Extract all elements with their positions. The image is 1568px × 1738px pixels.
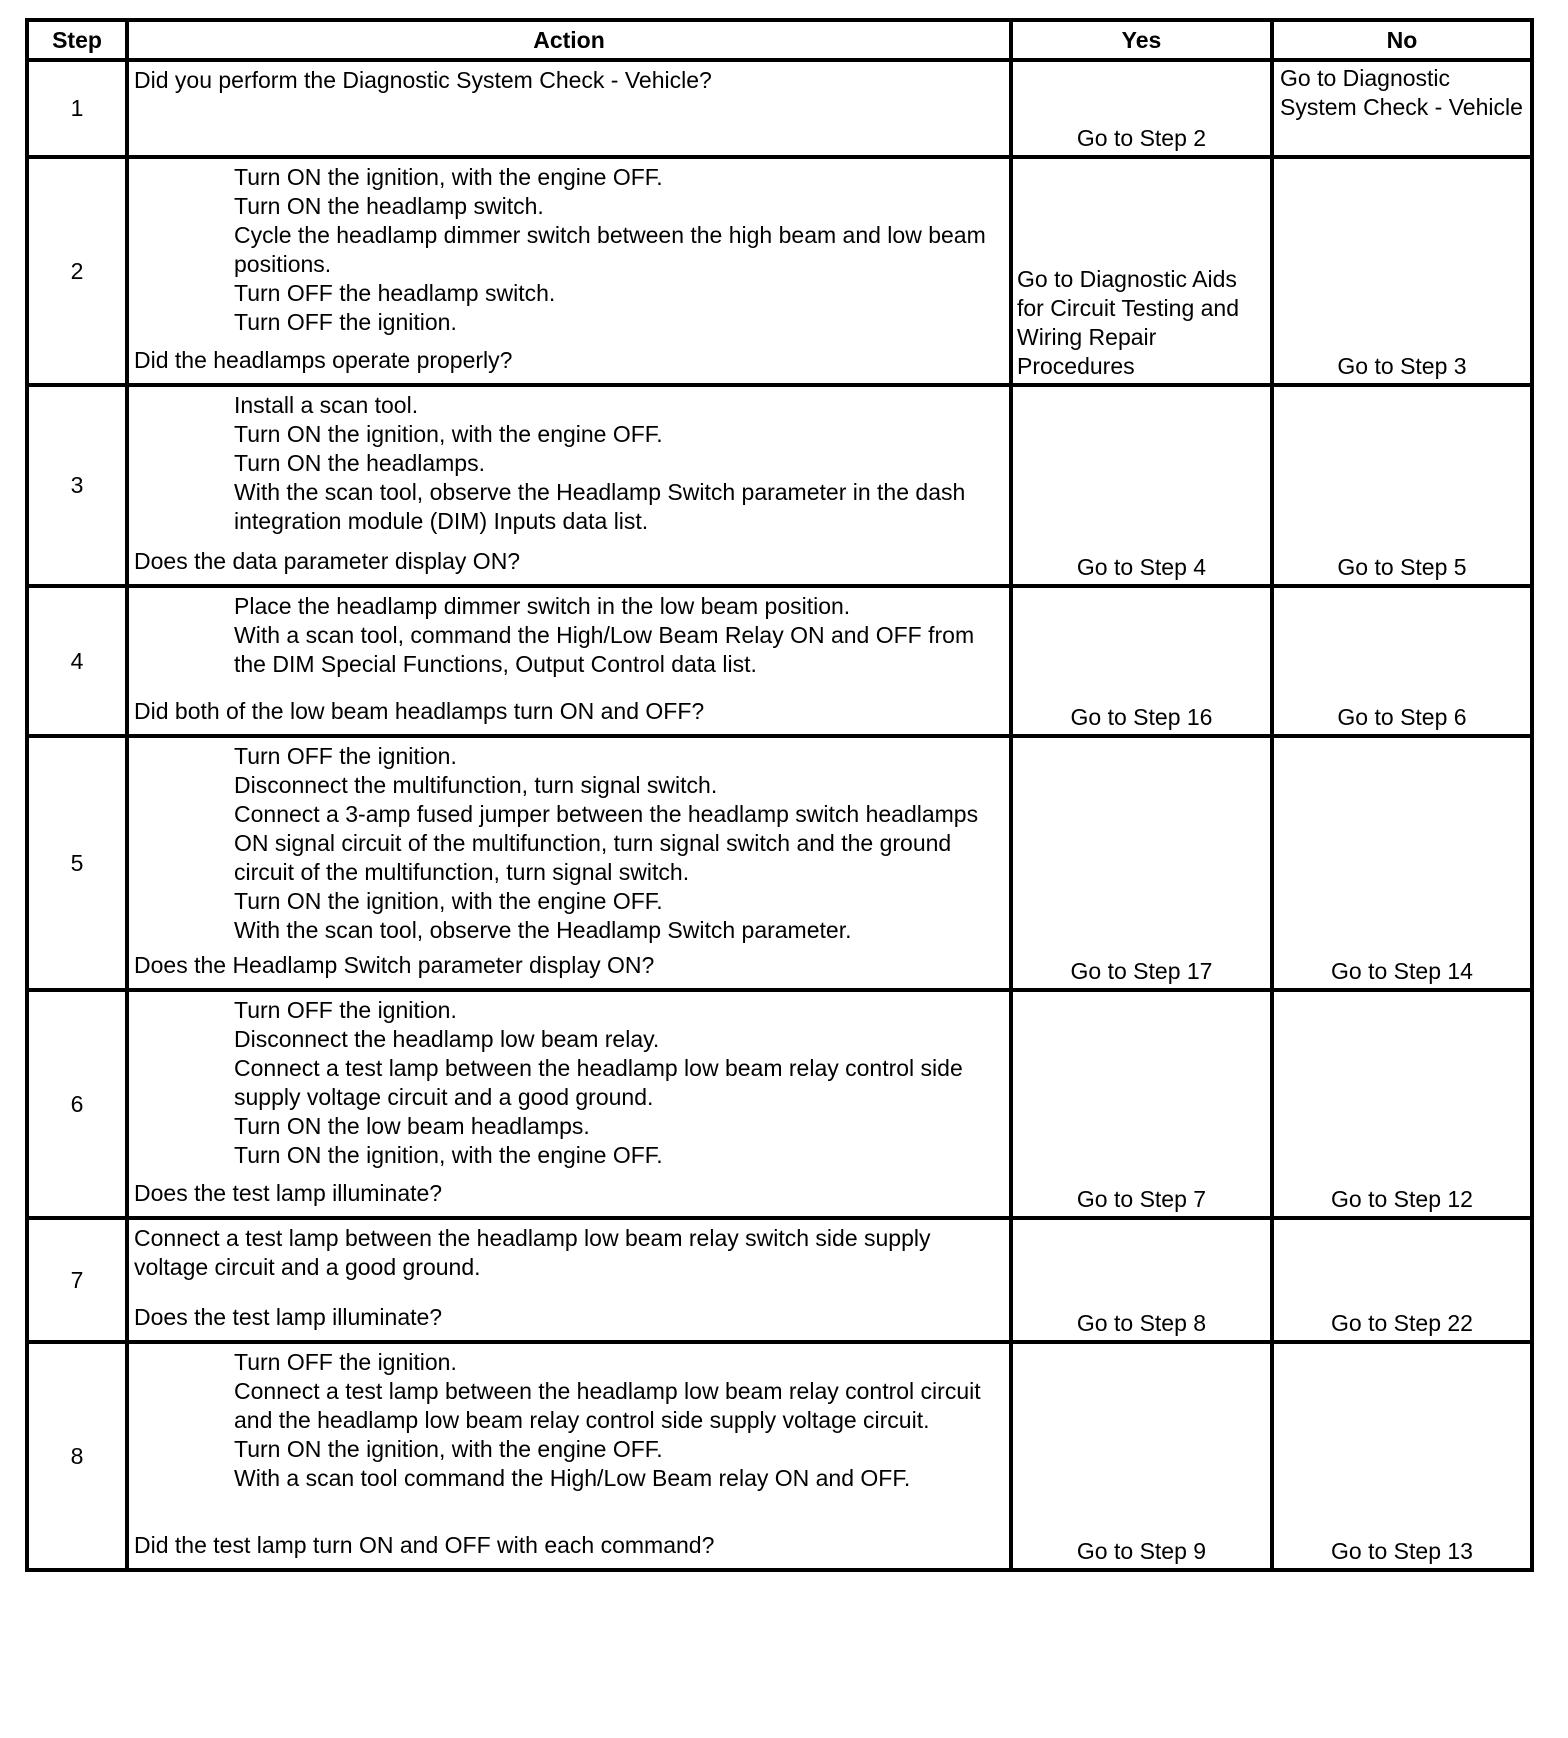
step-question: Does the data parameter display ON? (134, 548, 521, 574)
instruction: Install a scan tool. (234, 392, 419, 418)
no-result: Go to Step 6 (1272, 586, 1532, 736)
action-cell (127, 586, 1011, 736)
header-yes: Yes (1011, 20, 1272, 60)
instruction: Disconnect the headlamp low beam relay. (234, 1026, 660, 1052)
yes-result: Go to Step 7 (1011, 990, 1272, 1218)
instruction: With a scan tool command the High/Low Beam relay ON and OFF. (234, 1465, 911, 1491)
no-result: Go to Step 22 (1272, 1218, 1532, 1342)
step-question: Did the headlamps operate properly? (134, 347, 513, 373)
header-row (27, 20, 1532, 60)
step-number: 2 (27, 157, 127, 385)
diagnostic-table (25, 18, 1534, 1572)
header-no: No (1272, 20, 1532, 60)
instruction-list (134, 592, 1005, 679)
step-question: Does the Headlamp Switch parameter display ON? (134, 952, 655, 978)
yes-result: Go to Step 17 (1011, 736, 1272, 990)
table-row (27, 385, 1532, 586)
step-instruction: Connect a test lamp between the headlamp low beam relay switch side supply voltage circuit and a good ground. (134, 1225, 931, 1280)
step-number: 1 (27, 60, 127, 157)
step-number: 8 (27, 1342, 127, 1570)
step-number: 5 (27, 736, 127, 990)
yes-result: Go to Step 4 (1011, 385, 1272, 586)
table-row (27, 157, 1532, 385)
instruction: Turn OFF the ignition. (234, 1349, 457, 1375)
instruction: Turn OFF the ignition. (234, 309, 457, 335)
instruction: Turn ON the headlamps. (234, 450, 485, 476)
instruction: With the scan tool, observe the Headlamp Switch parameter in the dash integration module (DIM) Inputs data list. (234, 479, 966, 534)
instruction: Turn ON the ignition, with the engine OFF. (234, 1436, 663, 1462)
table-row (27, 586, 1532, 736)
instruction-list (134, 1348, 1005, 1493)
instruction: Cycle the headlamp dimmer switch between the high beam and low beam positions. (234, 222, 986, 277)
no-result: Go to Step 12 (1272, 990, 1532, 1218)
yes-result: Go to Step 2 (1011, 60, 1272, 157)
instruction-list (134, 742, 1005, 945)
yes-result: Go to Step 9 (1011, 1342, 1272, 1570)
instruction: Turn ON the ignition, with the engine OFF. (234, 164, 663, 190)
no-result: Go to Diagnostic System Check - Vehicle (1272, 60, 1532, 157)
step-number: 3 (27, 385, 127, 586)
instruction: Connect a test lamp between the headlamp low beam relay control side supply voltage circuit and a good ground. (234, 1055, 963, 1110)
step-question: Did you perform the Diagnostic System Check - Vehicle? (134, 67, 712, 93)
instruction: Turn ON the ignition, with the engine OFF. (234, 888, 663, 914)
step-question: Did both of the low beam headlamps turn ON and OFF? (134, 698, 705, 724)
step-number: 4 (27, 586, 127, 736)
step-question: Does the test lamp illuminate? (134, 1304, 443, 1330)
instruction: Turn ON the ignition, with the engine OFF. (234, 1142, 663, 1168)
instruction: Connect a test lamp between the headlamp low beam relay control circuit and the headlamp low beam relay control side supply voltage circuit. (234, 1378, 981, 1433)
instruction: Place the headlamp dimmer switch in the low beam position. (234, 593, 851, 619)
instruction: Turn ON the headlamp switch. (234, 193, 544, 219)
step-number: 6 (27, 990, 127, 1218)
yes-result: Go to Diagnostic Aids for Circuit Testing and Wiring Repair Procedures (1011, 157, 1272, 385)
action-cell (127, 60, 1011, 157)
header-step: Step (27, 20, 127, 60)
action-cell (127, 157, 1011, 385)
action-cell (127, 1342, 1011, 1570)
header-action: Action (127, 20, 1011, 60)
action-cell (127, 1218, 1011, 1342)
instruction-list (134, 996, 1005, 1170)
step-number: 7 (27, 1218, 127, 1342)
instruction: Turn ON the ignition, with the engine OFF. (234, 421, 663, 447)
instruction: Turn ON the low beam headlamps. (234, 1113, 590, 1139)
instruction: Turn OFF the ignition. (234, 743, 457, 769)
instruction: Connect a 3-amp fused jumper between the headlamp switch headlamps ON signal circuit of the multifunction, turn signal switch and the ground circuit of the multifunction, turn signal switch. (234, 801, 979, 885)
table-row (27, 1342, 1532, 1570)
table-row (27, 1218, 1532, 1342)
no-result: Go to Step 5 (1272, 385, 1532, 586)
instruction: Disconnect the multifunction, turn signal switch. (234, 772, 718, 798)
table-row (27, 736, 1532, 990)
table-row (27, 60, 1532, 157)
action-cell (127, 736, 1011, 990)
table-row (27, 990, 1532, 1218)
instruction: With the scan tool, observe the Headlamp Switch parameter. (234, 917, 852, 943)
action-cell (127, 990, 1011, 1218)
instruction-list (134, 391, 1005, 536)
step-question: Did the test lamp turn ON and OFF with each command? (134, 1532, 715, 1558)
no-result: Go to Step 13 (1272, 1342, 1532, 1570)
no-result: Go to Step 3 (1272, 157, 1532, 385)
step-question: Does the test lamp illuminate? (134, 1180, 443, 1206)
yes-result: Go to Step 8 (1011, 1218, 1272, 1342)
instruction: Turn OFF the headlamp switch. (234, 280, 556, 306)
instruction: Turn OFF the ignition. (234, 997, 457, 1023)
instruction: With a scan tool, command the High/Low Beam Relay ON and OFF from the DIM Special Functions, Output Control data list. (234, 622, 975, 677)
yes-result: Go to Step 16 (1011, 586, 1272, 736)
instruction-list (134, 163, 1005, 337)
action-cell (127, 385, 1011, 586)
no-result: Go to Step 14 (1272, 736, 1532, 990)
